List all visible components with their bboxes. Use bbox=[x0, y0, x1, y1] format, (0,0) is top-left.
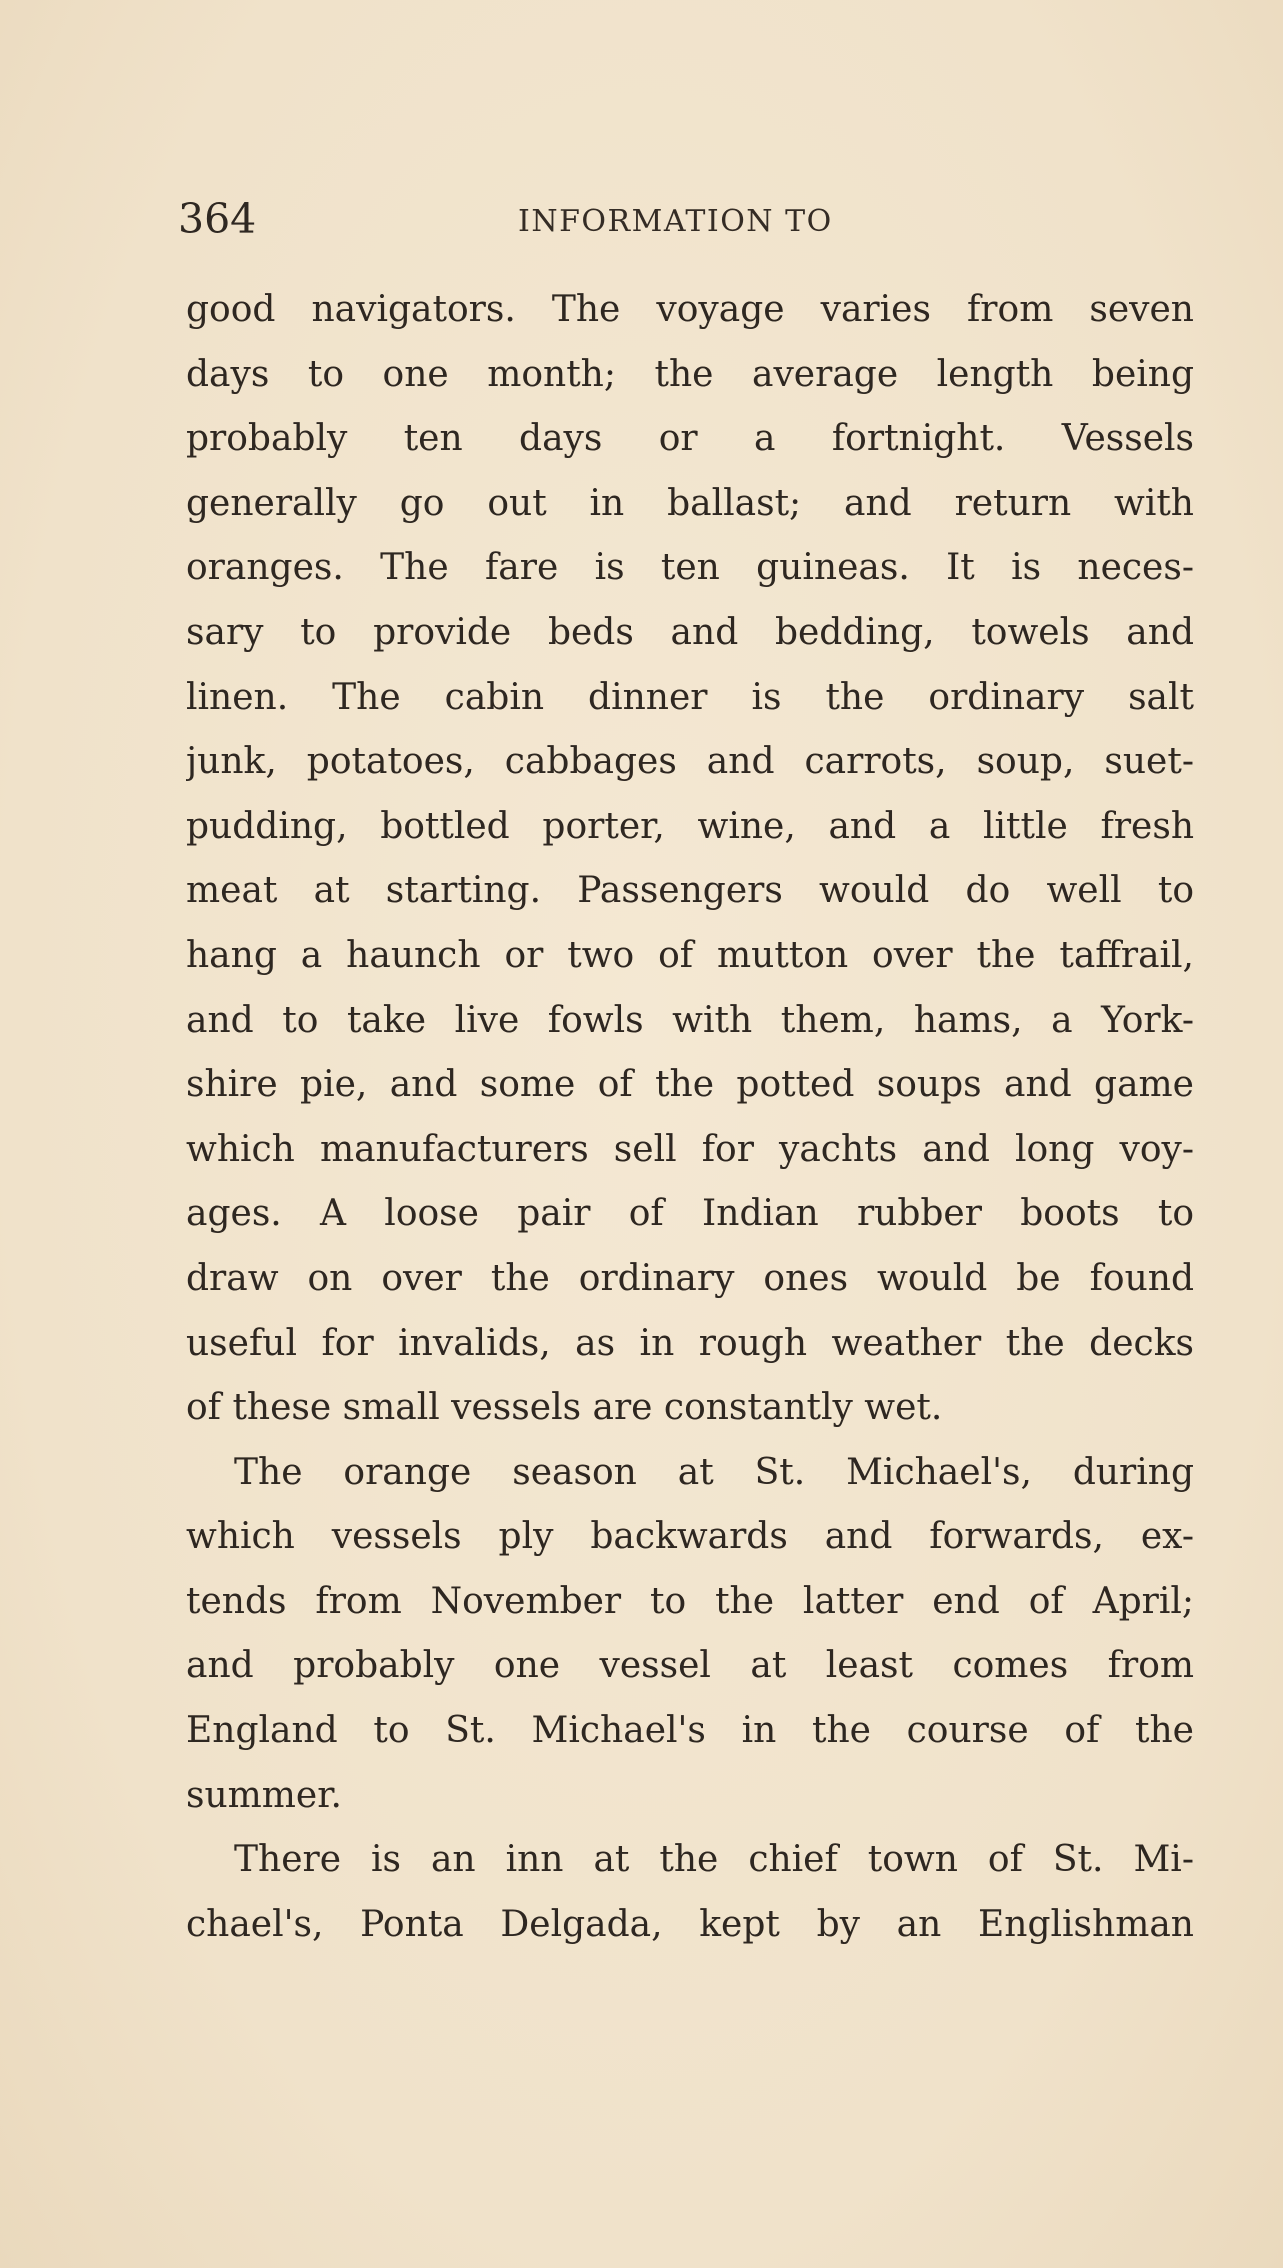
running-head: INFORMATION TO bbox=[518, 204, 833, 239]
text-line: useful for invalids, as in rough weather the decks bbox=[186, 1322, 1194, 1364]
text-line: hang a haunch or two of mutton over the taffrail, bbox=[186, 934, 1194, 976]
text-line: which vessels ply backwards and forwards, ex- bbox=[186, 1516, 1194, 1558]
text-line: meat at starting. Passengers would do well to bbox=[186, 870, 1194, 912]
text-line: shire pie, and some of the potted soups and game bbox=[186, 1064, 1194, 1106]
body-text bbox=[186, 278, 1194, 1957]
text-line: sary to provide beds and bedding, towels and bbox=[186, 611, 1194, 653]
text-line: junk, potatoes, cabbages and carrots, soup, suet- bbox=[186, 741, 1194, 783]
text-line: The orange season at St. Michael's, during bbox=[234, 1451, 1194, 1493]
text-line: ages. A loose pair of Indian rubber boots to bbox=[186, 1193, 1194, 1235]
page-header bbox=[178, 196, 1172, 242]
text-line: probably ten days or a fortnight. Vessels bbox=[186, 418, 1194, 460]
text-line: chael's, Ponta Delgada, kept by an Englishman bbox=[186, 1903, 1194, 1945]
text-line: linen. The cabin dinner is the ordinary salt bbox=[186, 676, 1194, 718]
text-line: days to one month; the average length being bbox=[186, 353, 1194, 395]
text-line: There is an inn at the chief town of St. Mi- bbox=[234, 1839, 1194, 1881]
text-line: summer. bbox=[186, 1774, 342, 1816]
page-number: 364 bbox=[178, 195, 257, 243]
text-line: England to St. Michael's in the course of the bbox=[186, 1710, 1194, 1752]
text-line: generally go out in ballast; and return with bbox=[186, 482, 1194, 524]
text-line: and probably one vessel at least comes from bbox=[186, 1645, 1194, 1687]
paragraph-3 bbox=[186, 1828, 1194, 1957]
paragraph-2 bbox=[186, 1441, 1194, 1829]
text-line: draw on over the ordinary ones would be found bbox=[186, 1257, 1194, 1299]
text-line: oranges. The fare is ten guineas. It is neces- bbox=[186, 547, 1194, 589]
paragraph-1 bbox=[186, 278, 1194, 1441]
text-line: and to take live fowls with them, hams, a York- bbox=[186, 999, 1194, 1041]
text-line: good navigators. The voyage varies from seven bbox=[186, 289, 1194, 330]
text-line: which manufacturers sell for yachts and long voy- bbox=[186, 1128, 1194, 1170]
text-line: of these small vessels are constantly wet. bbox=[186, 1387, 943, 1429]
text-line: pudding, bottled porter, wine, and a little fresh bbox=[186, 805, 1194, 847]
text-line: tends from November to the latter end of April; bbox=[186, 1580, 1194, 1622]
